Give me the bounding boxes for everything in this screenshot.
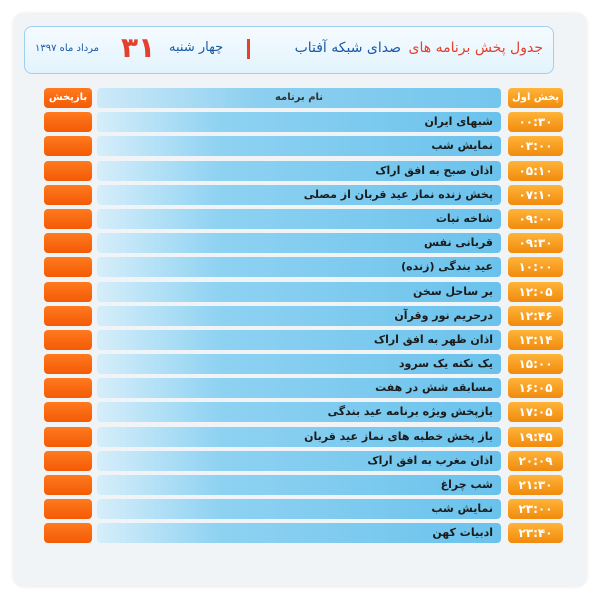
first-air-time: ۲۳:۰۰	[508, 499, 563, 519]
table-row	[44, 209, 563, 229]
rerun-cell	[44, 451, 92, 471]
table-row	[44, 523, 563, 543]
day-number: ۳۱	[121, 31, 156, 64]
program-name-cell	[97, 402, 501, 422]
first-air-time: ۱۹:۴۵	[508, 427, 563, 447]
program-name-cell	[97, 233, 501, 253]
rerun-cell	[44, 233, 92, 253]
program-name-cell	[97, 354, 501, 374]
program-name: عید بندگی (زنده)	[401, 260, 493, 274]
program-name-cell	[97, 499, 501, 519]
rerun-cell	[44, 427, 92, 447]
first-air-time: ۱۰:۰۰	[508, 257, 563, 277]
program-name-cell	[97, 523, 501, 543]
rerun-cell	[44, 209, 92, 229]
first-air-time: ۲۳:۴۰	[508, 523, 563, 543]
rerun-cell	[44, 523, 92, 543]
table-row	[44, 330, 563, 350]
rerun-cell	[44, 112, 92, 132]
weekday: چهار شنبه	[169, 40, 224, 55]
first-air-time: ۱۳:۱۴	[508, 330, 563, 350]
program-name: اذان مغرب به افق اراک	[367, 453, 493, 467]
program-name-cell	[97, 451, 501, 471]
network-name: صدای شبکه آفتاب	[294, 40, 401, 56]
first-air-time: ۱۷:۰۵	[508, 402, 563, 422]
schedule-table	[44, 88, 563, 548]
program-name: شاخه نبات	[435, 211, 493, 225]
table-body	[44, 112, 563, 543]
table-row	[44, 282, 563, 302]
first-air-time: ۰۹:۰۰	[508, 209, 563, 229]
rerun-cell	[44, 402, 92, 422]
program-name-cell	[97, 427, 501, 447]
program-name: درحریم نور وقرآن	[394, 308, 493, 322]
program-name-cell	[97, 257, 501, 277]
table-row	[44, 185, 563, 205]
column-header-time: پخش اول	[508, 88, 563, 108]
program-name-cell	[97, 282, 501, 302]
table-row	[44, 427, 563, 447]
table-row	[44, 136, 563, 156]
first-air-time: ۰۵:۱۰	[508, 161, 563, 181]
first-air-time: ۰۹:۳۰	[508, 233, 563, 253]
rerun-cell	[44, 136, 92, 156]
table-row	[44, 402, 563, 422]
table-row	[44, 306, 563, 326]
rerun-cell	[44, 161, 92, 181]
program-name: اذان ظهر به افق اراک	[373, 332, 493, 346]
rerun-cell	[44, 378, 92, 398]
table-row	[44, 161, 563, 181]
table-row	[44, 378, 563, 398]
program-name: قربانی نفس	[424, 236, 493, 250]
column-header-name-cell	[97, 88, 501, 108]
rerun-cell	[44, 475, 92, 495]
program-name: باز پخش خطبه های نماز عید قربان	[304, 429, 493, 443]
program-name: نمایش شب	[431, 502, 493, 516]
first-air-time: ۲۰:۰۹	[508, 451, 563, 471]
program-name-cell	[97, 475, 501, 495]
first-air-time: ۱۲:۰۵	[508, 282, 563, 302]
first-air-time: ۰۳:۰۰	[508, 136, 563, 156]
rerun-cell	[44, 330, 92, 350]
first-air-time: ۱۶:۰۵	[508, 378, 563, 398]
first-air-time: ۲۱:۳۰	[508, 475, 563, 495]
rerun-cell	[44, 354, 92, 374]
rerun-cell	[44, 282, 92, 302]
table-row	[44, 475, 563, 495]
first-air-time: ۰۷:۱۰	[508, 185, 563, 205]
program-name-cell	[97, 209, 501, 229]
table-header-row	[44, 88, 563, 108]
program-name-cell	[97, 136, 501, 156]
program-name-cell	[97, 185, 501, 205]
program-name-cell	[97, 378, 501, 398]
program-name: نمایش شب	[431, 139, 493, 153]
column-header-name: نام برنامه	[274, 92, 324, 103]
program-name-cell	[97, 161, 501, 181]
program-name-cell	[97, 330, 501, 350]
table-row	[44, 257, 563, 277]
table-row	[44, 499, 563, 519]
program-name-cell	[97, 112, 501, 132]
program-name: مسابقه شش در هفت	[375, 381, 493, 395]
program-name: اذان صبح به افق اراک	[375, 163, 493, 177]
first-air-time: ۰۰:۳۰	[508, 112, 563, 132]
rerun-cell	[44, 185, 92, 205]
program-name: ادبیات کهن	[432, 526, 493, 540]
table-row	[44, 112, 563, 132]
program-name-cell	[97, 306, 501, 326]
rerun-cell	[44, 306, 92, 326]
program-name: پخش زنده نماز عید قربان از مصلی	[303, 187, 493, 201]
program-name: شبهای ایران	[424, 115, 493, 129]
rerun-cell	[44, 257, 92, 277]
rerun-cell	[44, 499, 92, 519]
program-name: یک نکته یک سرود	[398, 357, 493, 371]
program-name: شب چراغ	[440, 478, 493, 491]
month-year: مرداد ماه ۱۳۹۷	[35, 43, 100, 54]
schedule-header	[24, 26, 554, 74]
table-row	[44, 354, 563, 374]
column-header-rerun: بازپخش	[44, 88, 92, 108]
table-row	[44, 233, 563, 253]
first-air-time: ۱۲:۴۶	[508, 306, 563, 326]
first-air-time: ۱۵:۰۰	[508, 354, 563, 374]
table-row	[44, 451, 563, 471]
program-name: بر ساحل سخن	[413, 284, 493, 298]
program-name: بازپخش ویژه برنامه عید بندگی	[327, 405, 493, 419]
header-separator	[247, 39, 250, 59]
table-title: جدول پخش برنامه های	[408, 40, 543, 56]
